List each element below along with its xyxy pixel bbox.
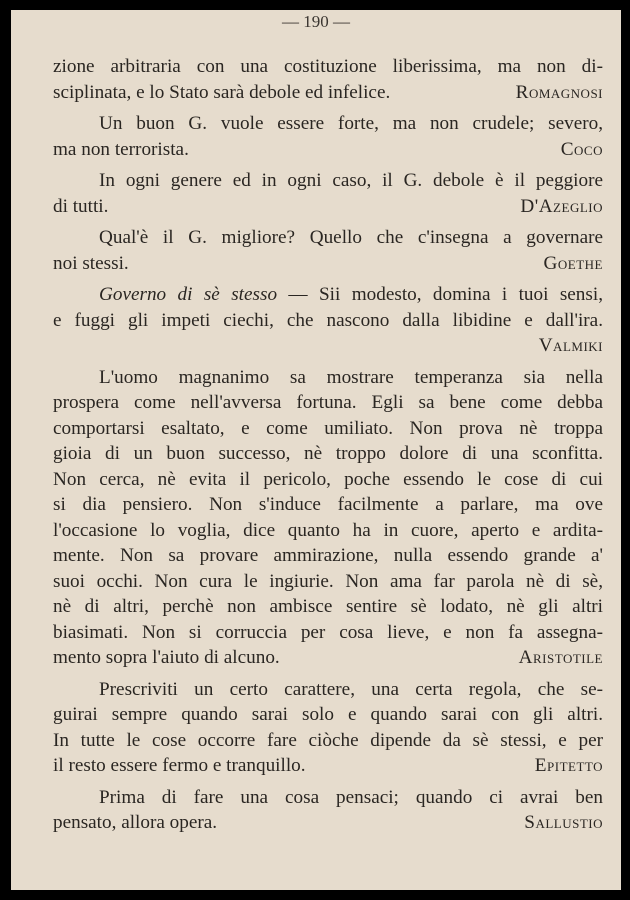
text-line: Un buon G. vuole essere forte, ma non crudele; severo,	[99, 113, 603, 134]
text-line: zione arbitraria con una costituzione liberissima, ma non di-	[53, 56, 603, 77]
text-line: nè di altri, perchè non ambisce sentire sè lodato, nè gli altri	[53, 596, 603, 617]
quote-goethe	[53, 225, 603, 276]
text-line: guirai sempre quando sarai solo e quando sarai con gli altri.	[53, 704, 603, 725]
text-line: mento sopra l'aiuto di alcuno.	[53, 647, 280, 668]
text-line: In tutte le cose occorre fare ciòche dipende da sè stessi, e per	[53, 729, 603, 751]
author-name: Coco	[560, 138, 603, 160]
author-name: Aristotile	[518, 647, 603, 668]
section-title: Governo di sè stesso	[99, 284, 278, 305]
text-line: noi stessi.	[53, 252, 129, 274]
quote-romagnosi	[53, 54, 603, 105]
text-line: L'uomo magnanimo sa mostrare temperanza sia nella	[99, 366, 603, 388]
text-fragment: — Sii modesto, domina i tuoi sensi,	[277, 284, 603, 305]
author-name: Romagnosi	[515, 81, 603, 103]
text-line: di tutti.	[53, 195, 109, 217]
quote-dazeglio	[53, 168, 603, 219]
text-line: prospera come nell'avversa fortuna. Egli sa bene come debba	[53, 392, 603, 413]
text-line: e fuggi gli impeti ciechi, che nascono dalla libidine e dall'ira.	[53, 309, 603, 331]
text-line-with-author	[53, 645, 603, 671]
text-line: l'occasione lo voglia, dice quanto ha in cuore, aperto e ardita-	[53, 519, 603, 541]
text-line: Non cerca, nè evita il pericolo, poche essendo le cose di cui	[53, 468, 603, 490]
page-number: — 190 —	[282, 12, 350, 31]
text-line: gioia di un buon successo, nè troppo dolore di una sconfitta.	[53, 443, 603, 464]
text-line: In ogni genere ed in ogni caso, il G. debole è il peggiore	[99, 170, 603, 191]
text-line: pensato, allora opera.	[53, 812, 218, 833]
text-line: sciplinata, e lo Stato sarà debole ed infelice.	[53, 81, 391, 103]
text-line: mente. Non sa provare ammirazione, nulla essendo grande a'	[53, 545, 603, 566]
text-line: comportarsi esaltato, e come umiliato. Non prova nè troppa	[53, 417, 603, 439]
text-line-with-author	[53, 810, 603, 836]
text-line: si dia pensiero. Non s'induce facilmente a parlare, ma ove	[53, 494, 603, 515]
text-line: Qual'è il G. migliore? Quello che c'insegna a governare	[99, 227, 603, 248]
author-name: Goethe	[543, 252, 603, 274]
page-content	[53, 54, 603, 842]
author-name: D'Azeglio	[520, 195, 603, 217]
author-name: Epitetto	[534, 755, 603, 776]
text-line: suoi occhi. Non cura le ingiurie. Non ama far parola nè di sè,	[53, 570, 603, 592]
author-name: Sallustio	[524, 812, 603, 833]
book-page	[11, 10, 621, 890]
text-line: il resto essere fermo e tranquillo.	[53, 755, 306, 776]
author-name: Valmiki	[538, 335, 603, 356]
text-line: Prescriviti un certo carattere, una certa regola, che se-	[99, 678, 603, 700]
text-line-with-author	[53, 194, 603, 220]
text-line-with-author	[53, 80, 603, 106]
quote-coco	[53, 111, 603, 162]
quote-valmiki	[53, 282, 603, 359]
quote-epitetto	[53, 677, 603, 779]
text-line: biasimati. Non si corruccia per cosa lieve, e non fa assegna-	[53, 621, 603, 643]
text-line-with-author	[53, 251, 603, 277]
quote-aristotile	[53, 365, 603, 671]
text-line: Prima di fare una cosa pensaci; quando ci avrai ben	[99, 786, 603, 808]
quote-sallustio	[53, 785, 603, 836]
text-line	[53, 282, 603, 308]
text-line-with-author	[53, 137, 603, 163]
text-line-with-author	[53, 753, 603, 779]
text-line: ma non terrorista.	[53, 138, 189, 160]
